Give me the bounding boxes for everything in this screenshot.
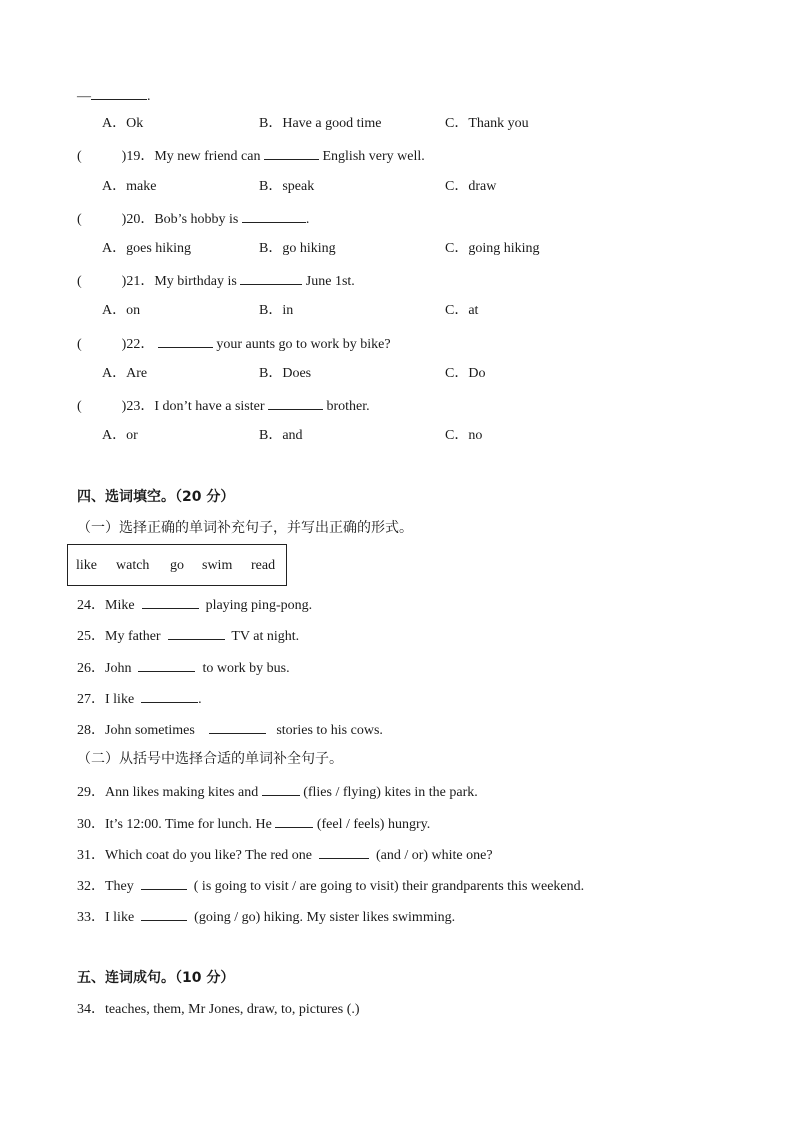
- option-b: B．in: [259, 303, 294, 318]
- option-b: B．speak: [259, 179, 315, 194]
- reorder-item-34: 34．teaches, them, Mr Jones, draw, to, pictures (.): [77, 1002, 360, 1017]
- option-b: B．Have a good time: [259, 116, 382, 131]
- section-5-title: 五、连词成句。（10 分）: [77, 970, 235, 986]
- answer-blank[interactable]: [262, 782, 300, 796]
- section-4-title: 四、选词填空。（20 分）: [77, 489, 235, 505]
- answer-blank[interactable]: [138, 658, 195, 672]
- fill-item-27: 27．I like .: [77, 689, 202, 709]
- section-4-part2-title: （二）从括号中选择合适的单词补全句子。: [77, 751, 343, 767]
- word-box: [67, 544, 287, 586]
- fill-item-25: 25．My father TV at night.: [77, 626, 299, 646]
- answer-paren-space[interactable]: [82, 210, 122, 223]
- word-option: watch: [116, 558, 150, 573]
- option-a: A．Are: [102, 366, 148, 381]
- question-23: ( )23．I don’t have a sister brother.: [77, 396, 370, 416]
- option-b: B．Does: [259, 366, 312, 381]
- answer-blank[interactable]: [142, 595, 199, 609]
- choose-item-29: 29．Ann likes making kites and (flies / flying) kites in the park.: [77, 782, 478, 802]
- fill-item-24: 24．Mike playing ping-pong.: [77, 595, 312, 615]
- prev-answer-line: — .: [77, 86, 151, 106]
- choose-item-32: 32．They ( is going to visit / are going to visit) their grandparents this weekend.: [77, 876, 584, 896]
- fill-item-28: 28．John sometimes stories to his cows.: [77, 720, 383, 740]
- option-a: A．on: [102, 303, 141, 318]
- answer-blank[interactable]: [275, 814, 313, 828]
- option-c: C．at: [445, 303, 479, 318]
- answer-blank[interactable]: [158, 334, 213, 348]
- word-option: like: [76, 558, 97, 573]
- answer-paren-space[interactable]: [82, 397, 122, 410]
- answer-paren-space[interactable]: [82, 272, 122, 285]
- option-c: C．going hiking: [445, 241, 540, 256]
- question-19: ( )19．My new friend can English very well.: [77, 146, 425, 166]
- answer-blank[interactable]: [209, 720, 266, 734]
- answer-paren-space[interactable]: [82, 335, 122, 348]
- answer-blank[interactable]: [319, 845, 369, 859]
- option-c: C．draw: [445, 179, 497, 194]
- option-a: A．or: [102, 428, 138, 443]
- answer-blank[interactable]: [268, 396, 323, 410]
- answer-blank[interactable]: [264, 146, 319, 160]
- option-c: C．Thank you: [445, 116, 529, 131]
- answer-paren-space[interactable]: [82, 147, 122, 160]
- choose-item-31: 31．Which coat do you like? The red one (and / or) white one?: [77, 845, 493, 865]
- fill-item-26: 26．John to work by bus.: [77, 658, 290, 678]
- answer-blank[interactable]: [141, 876, 187, 890]
- option-b: B．and: [259, 428, 303, 443]
- option-a: A．goes hiking: [102, 241, 192, 256]
- answer-blank[interactable]: [242, 209, 306, 223]
- option-c: C．Do: [445, 366, 486, 381]
- question-21: ( )21．My birthday is June 1st.: [77, 271, 355, 291]
- choose-item-33: 33．I like (going / go) hiking. My sister likes swimming.: [77, 907, 455, 927]
- answer-blank[interactable]: [141, 907, 187, 921]
- option-b: B．go hiking: [259, 241, 336, 256]
- option-a: A．Ok: [102, 116, 144, 131]
- option-c: C．no: [445, 428, 483, 443]
- word-option: go: [170, 558, 184, 573]
- section-4-part1-title: （一）选择正确的单词补充句子，并写出正确的形式。: [77, 520, 413, 536]
- word-option: swim: [202, 558, 233, 573]
- answer-blank[interactable]: [91, 86, 147, 100]
- word-option: read: [251, 558, 276, 573]
- answer-blank[interactable]: [240, 271, 302, 285]
- answer-blank[interactable]: [168, 626, 225, 640]
- choose-item-30: 30．It’s 12:00. Time for lunch. He (feel / feels) hungry.: [77, 814, 430, 834]
- question-22: ( )22． your aunts go to work by bike?: [77, 334, 391, 354]
- question-20: ( )20．Bob’s hobby is .: [77, 209, 309, 229]
- option-a: A．make: [102, 179, 157, 194]
- answer-blank[interactable]: [141, 689, 198, 703]
